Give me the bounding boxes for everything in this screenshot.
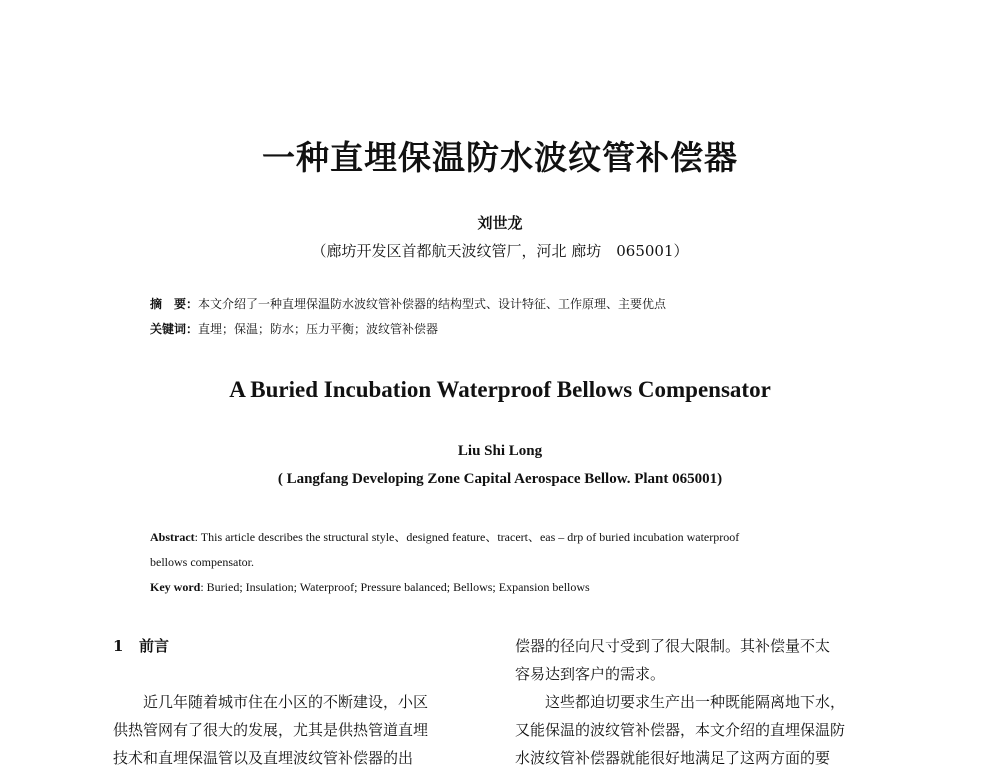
paragraph-line: 技术和直埋保温管以及直埋波纹管补偿器的出 [113, 749, 414, 767]
chinese-title: 一种直埋保温防水波纹管补偿器 [262, 138, 738, 177]
english-affiliation: ( Langfang Developing Zone Capital Aerospace Bellow. Plant 065001) [277, 471, 723, 487]
english-author: Liu Shi Long [457, 443, 543, 459]
chinese-author: 刘世龙 [477, 214, 523, 232]
right-column [515, 632, 900, 772]
section-number: 1 [113, 637, 124, 655]
english-keywords-text: : Buried; Insulation; Waterproof; Pressure balanced; Bellows; Expansion bellows [200, 580, 590, 594]
english-title: A Buried Incubation Waterproof Bellows Compensator [229, 377, 771, 402]
english-abstract-line1: : This article describes the structural style、designed feature、tracert、eas – drp of buried incubation waterproof [194, 530, 740, 544]
english-abstract [150, 528, 870, 545]
english-abstract-continued: bellows compensator. [150, 555, 254, 569]
paragraph-line: 近几年随着城市住在小区的不断建设，小区 [143, 693, 429, 711]
english-keywords-label: Key word [150, 580, 201, 594]
chinese-abstract-label: 摘 要： [150, 297, 199, 311]
chinese-abstract-text: 本文介绍了一种直埋保温防水波纹管补偿器的结构型式、设计特征、工作原理、主要优点 [198, 297, 667, 311]
english-keywords [150, 580, 870, 595]
paragraph-line: 这些都迫切要求生产出一种既能隔离地下水， [545, 693, 846, 711]
section-heading [113, 632, 493, 660]
paragraph-line: 偿器的径向尺寸受到了很大限制。其补偿量不太 [515, 637, 831, 655]
paragraph-line: 又能保温的波纹管补偿器，本文介绍的直埋保温防 [515, 721, 846, 739]
paragraph-line: 供热管网有了很大的发展，尤其是供热管道直埋 [113, 721, 429, 739]
left-column [113, 632, 493, 772]
section-title: 前言 [139, 637, 170, 655]
spacer [113, 660, 493, 688]
paragraph-line: 容易达到客户的需求。 [515, 665, 666, 683]
chinese-keywords-text: 直埋；保温；防水；压力平衡；波纹管补偿器 [198, 322, 439, 336]
paragraph-line: 水波纹管补偿器就能很好地满足了这两方面的要 [515, 749, 831, 767]
chinese-keywords [150, 320, 870, 337]
chinese-abstract [150, 295, 870, 312]
chinese-keywords-label: 关键词： [150, 322, 199, 336]
chinese-affiliation: （廊坊开发区首都航天波纹管厂，河北 廊坊 065001） [311, 242, 689, 260]
english-abstract-label: Abstract [150, 530, 195, 544]
